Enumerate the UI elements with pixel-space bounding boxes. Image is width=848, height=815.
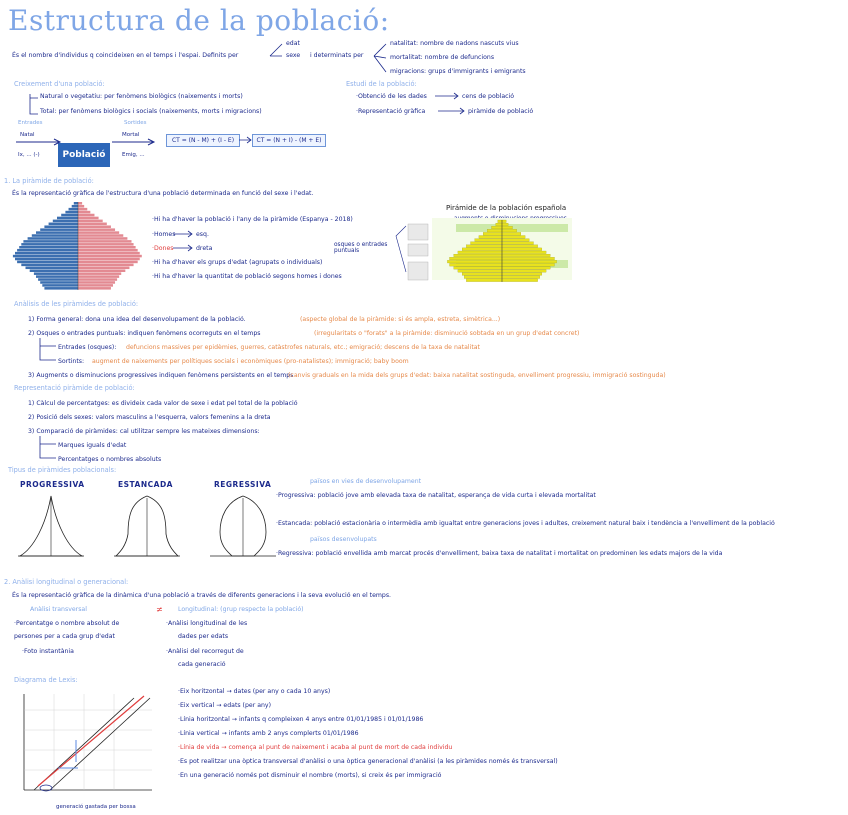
spain-female-bar: [502, 242, 534, 245]
spain-male-bar: [496, 223, 502, 226]
label-nat: Natal: [20, 132, 35, 138]
spain-male-bar: [458, 270, 502, 273]
spain-female-bar: [502, 229, 517, 232]
long-t2: ·Foto instantània: [22, 648, 74, 655]
female-bar: [78, 249, 138, 252]
creixement-heading: Creixement d'una població:: [14, 80, 105, 88]
spain-female-bar: [502, 276, 540, 279]
female-bar: [78, 264, 134, 267]
tipus-prog: ·Progressiva: població jove amb elevada taxa de natalitat, esperança de vida curta i elevada mortalitat: [276, 492, 596, 499]
spain-female-bar: [502, 251, 546, 254]
intro-item-mortalitat: mortalitat: nombre de defuncions: [390, 54, 495, 61]
piramide-bullet-4: ·Hi ha d'haver els grups d'edat (agrupats o individuals): [152, 259, 323, 266]
spain-male-bar: [492, 226, 503, 229]
intro-arrows: [0, 0, 848, 80]
spain-chart-title: Pirámide de la población española: [446, 204, 567, 212]
spain-female-bar: [502, 226, 513, 229]
female-bar: [78, 275, 119, 278]
spain-male-bar: [450, 263, 503, 266]
male-bar: [19, 246, 78, 249]
piramide-arrows: [172, 230, 202, 260]
analisi-a1: 1) Forma general: dona una idea del desenvolupament de la població.: [28, 316, 246, 323]
page-title: Estructura de la població:: [8, 4, 390, 37]
intro-text: És el nombre d'individus q coincideixen en el temps i l'espai. Definits per: [12, 52, 239, 59]
spain-female-bar: [502, 254, 550, 257]
spain-female-bar: [502, 248, 542, 251]
female-bar: [78, 217, 99, 220]
female-bar: [78, 234, 123, 237]
spain-female-bar: [502, 232, 521, 235]
male-bar: [53, 220, 78, 223]
pyramid-chart-left: [8, 198, 148, 293]
piramide-bullet-1: ·Hi ha d'haver la població i l'any de la piràmide (Espanya - 2018): [152, 216, 353, 223]
analisi-entrades-b: defuncions massives per epidèmies, guerres, catàstrofes naturals, etc.; emigració; descens de la taxa de natalitat: [126, 344, 480, 351]
male-bar: [49, 223, 78, 226]
estudi-i1a: ·Obtenció de les dades: [356, 93, 427, 100]
lexis-item-2: ·Eix vertical → edats (per any): [178, 702, 272, 709]
type-label-progressiva: PROGRESSIVA: [20, 480, 85, 489]
male-bar: [15, 258, 78, 261]
male-bar: [13, 255, 78, 258]
tipus-note1: països en vies de desenvolupament: [310, 478, 422, 485]
repr-heading: Representació piràmide de població:: [14, 384, 135, 392]
male-bar: [38, 278, 78, 281]
female-bar: [78, 228, 115, 231]
estudi-i1b: cens de població: [462, 93, 515, 100]
spain-female-bar: [502, 267, 550, 270]
spain-female-bar: [502, 263, 555, 266]
spain-male-bar: [458, 251, 502, 254]
long-l1: ·Anàlisi longitudinal de les: [166, 620, 248, 627]
female-bar: [78, 205, 84, 208]
poblacio-box: Població: [58, 143, 110, 167]
lexis-diagram: [14, 690, 154, 800]
lexis-item-1: ·Eix horitzontal → dates (per any o cada 10 anys): [178, 688, 331, 695]
female-bar: [78, 252, 140, 255]
female-bar: [78, 240, 132, 243]
female-bar: [78, 272, 121, 275]
spain-male-bar: [475, 239, 502, 242]
tipus-heading: Tipus de piràmides poblacionals:: [8, 466, 117, 474]
pyramid-type-estancada: [112, 494, 182, 564]
analisi-a1b: (aspecte global de la piràmide: si és ampla, estreta, simètrica...): [300, 316, 501, 323]
intro-edat: edat: [286, 40, 300, 47]
piramide-heading: 1. La piràmide de població:: [4, 177, 94, 185]
repr-bracket: [36, 434, 66, 464]
spain-pyramid-chart: [396, 214, 576, 298]
pyramid-type-progressiva: [16, 494, 86, 564]
spain-female-bar: [502, 279, 538, 282]
female-bar: [78, 208, 87, 211]
female-bar: [78, 281, 115, 284]
tipus-est: ·Estancada: població estacionària o intermèdia amb igualtat entre generacions joves i adultes, creixement natural baix i tendència a l'envelliment de la població: [276, 520, 775, 527]
spain-male-bar: [462, 248, 502, 251]
analisi-a3b: (canvis graduals en la mida dels grups d'edat: baixa natalitat sostinguda, envelliment progressiu, immigració sostinguda): [288, 372, 666, 379]
female-bar: [78, 261, 138, 264]
male-bar: [28, 237, 78, 240]
male-bar: [40, 281, 78, 284]
female-bar: [78, 214, 94, 217]
spain-male-bar: [454, 254, 502, 257]
male-bar: [74, 202, 78, 205]
female-bar: [78, 220, 103, 223]
estudi-arrows: [434, 92, 474, 122]
spain-male-bar: [483, 232, 502, 235]
long-l2: ·Anàlisi del recorregut de: [166, 648, 244, 655]
long-transv: Anàlisi transversal: [30, 606, 87, 613]
repr-r1: 1) Càlcul de percentatges: es divideix cada valor de sexe i edat pel total de la població: [28, 400, 298, 407]
intro-sexe: sexe: [286, 52, 301, 59]
analisi-sortints-b: augment de naixements per polítiques socials i econòmiques (pro-natalistes); immigració; baby boom: [92, 358, 409, 365]
formula-arrow: [238, 135, 258, 145]
piramide-def: És la representació gràfica de l'estructura d'una població determinada en funció del sexe i l'edat.: [12, 190, 314, 197]
lexis-item-6: ·Es pot realitzar una òptica transversal d'anàlisi o una òptica generacional d'anàlisi (a les piràmides només és transversal): [178, 758, 558, 765]
spain-female-bar: [502, 270, 546, 273]
analisi-a2: 2) Osques o entrades puntuals: indiquen fenòmens ocorreguts en el temps: [28, 330, 261, 337]
pyramid-type-regressiva: [208, 494, 278, 564]
spain-male-bar: [471, 242, 503, 245]
female-bar: [78, 243, 134, 246]
piramide-esq: esq.: [196, 231, 209, 238]
spain-female-bar: [502, 239, 529, 242]
female-bar: [78, 278, 117, 281]
poblacio-arrows: [14, 138, 174, 178]
male-bar: [72, 205, 78, 208]
male-bar: [34, 272, 78, 275]
creixement-bracket: [22, 92, 82, 132]
male-bar: [21, 243, 78, 246]
analisi-a3: 3) Augments o disminucions progressives indiquen fenòmens persistents en el temps: [28, 372, 294, 379]
long-l2b: cada generació: [178, 661, 226, 668]
intro-determinats: i determinats per: [310, 52, 364, 59]
tipus-note2: països desenvolupats: [310, 536, 377, 543]
female-bar: [78, 211, 90, 214]
spain-female-bar: [502, 245, 538, 248]
label-ix: Ix, ... (-): [18, 152, 40, 158]
long-l1b: dades per edats: [178, 633, 229, 640]
intro-item-natalitat: natalitat: nombre de nadons nascuts vius: [390, 40, 519, 47]
spain-male-bar: [450, 257, 503, 260]
estudi-i2b: piràmide de població: [468, 108, 534, 115]
spain-male-bar: [487, 229, 502, 232]
piramide-dreta: dreta: [196, 245, 213, 252]
spain-female-bar: [502, 260, 557, 263]
female-bar: [78, 225, 111, 228]
spain-male-bar: [447, 260, 502, 263]
spain-male-bar: [479, 236, 502, 239]
male-bar: [36, 275, 78, 278]
analisi-a2b: (irregularitats o "forats" a la piràmide: disminució sobtada en un grup d'edat concret): [314, 330, 580, 337]
spain-female-bar: [502, 257, 555, 260]
male-bar: [65, 211, 78, 214]
analisi-sortints: Sortints:: [58, 358, 85, 365]
repr-r2: 2) Posició dels sexes: valors masculins a l'esquerra, valors femenins a la dreta: [28, 414, 271, 421]
female-bar: [78, 231, 119, 234]
formula-ct2: CT = (N + I) - (M + E): [252, 134, 326, 147]
intro-item-migracions: migracions: grups d'immigrants i emigrants: [390, 68, 526, 75]
male-bar: [57, 217, 78, 220]
female-bar: [78, 202, 82, 205]
male-bar: [69, 208, 78, 211]
male-bar: [32, 234, 78, 237]
label-sortides: Sortides: [124, 120, 147, 126]
lexis-heading: Diagrama de Lexis:: [14, 676, 78, 684]
estudi-heading: Estudi de la població:: [346, 80, 417, 88]
female-bar: [78, 269, 125, 272]
lexis-item-5: ·Línia de vida → comença al punt de naixement i acaba al punt de mort de cada individu: [178, 744, 453, 751]
piramide-bullet-2: ·Homes: [152, 231, 176, 238]
spain-male-bar: [466, 279, 502, 282]
spain-male-bar: [464, 276, 502, 279]
spain-male-bar: [466, 245, 502, 248]
long-longit: Longitudinal: (grup respecte la població): [178, 606, 304, 613]
male-bar: [61, 214, 78, 217]
creixement-natural: Natural o vegetatiu: per fenòmens biològics (naixements i morts): [40, 93, 243, 100]
spain-male-bar: [454, 267, 502, 270]
spain-female-bar: [502, 236, 525, 239]
female-bar: [78, 237, 127, 240]
female-bar: [78, 258, 140, 261]
long-def: És la representació gràfica de la dinàmica d'una població a través de diferents generacions i la seva evolució en el temps.: [12, 592, 392, 599]
estudi-i2a: ·Representació gràfica: [356, 108, 426, 115]
male-bar: [44, 287, 78, 290]
lexis-item-3: ·Línia horitzontal → infants q compleixen 4 anys entre 01/01/1985 i 01/01/1986: [178, 716, 424, 723]
male-bar: [17, 249, 78, 252]
female-bar: [78, 287, 111, 290]
male-bar: [42, 284, 78, 287]
formula-ct1: CT = (N - M) + (I - E): [166, 134, 240, 147]
long-t1: ·Percentatge o nombre absolut de: [14, 620, 120, 627]
spain-female-bar: [502, 223, 508, 226]
type-label-estancada: ESTANCADA: [118, 480, 173, 489]
female-bar: [78, 284, 113, 287]
male-bar: [26, 267, 79, 270]
lexis-item-4: ·Línia vertical → infants amb 2 anys complerts 01/01/1986: [178, 730, 359, 737]
long-t1b: persones per a cada grup d'edat: [14, 633, 115, 640]
label-emig: Emig, ...: [122, 152, 145, 158]
lexis-item-7: ·En una generació només pot disminuir el nombre (morts), si creix és per immigració: [178, 772, 442, 779]
female-bar: [78, 223, 107, 226]
female-bar: [78, 255, 142, 258]
long-neq: ≠: [156, 605, 163, 614]
repr-r3: 3) Comparació de piràmides: cal utilitzar sempre les mateixes dimensions:: [28, 428, 260, 435]
spain-female-bar: [502, 273, 542, 276]
piramide-osques: osques o entrades puntuals: [334, 242, 388, 254]
female-bar: [78, 267, 129, 270]
creixement-total: Total: per fenòmens biològics i socials (naixements, morts i migracions): [40, 108, 262, 115]
male-bar: [23, 240, 78, 243]
analisi-heading: Anàlisis de les piràmides de població:: [14, 300, 139, 308]
repr-r3b: Percentatges o nombres absoluts: [58, 456, 162, 463]
lexis-gen: generació gastada per bossa: [56, 804, 136, 810]
label-entrades: Entrades: [18, 120, 43, 126]
male-bar: [15, 252, 78, 255]
spain-male-bar: [498, 220, 502, 223]
female-bar: [78, 246, 136, 249]
male-bar: [40, 228, 78, 231]
type-label-regressiva: REGRESSIVA: [214, 480, 272, 489]
male-bar: [44, 225, 78, 228]
analisi-bracket: [36, 336, 66, 366]
label-mortal: Mortal: [122, 132, 140, 138]
spain-male-bar: [462, 273, 502, 276]
analisi-entrades: Entrades (osques):: [58, 344, 117, 351]
repr-r3a: Marques iguals d'edat: [58, 442, 127, 449]
male-bar: [36, 231, 78, 234]
spain-female-bar: [502, 220, 506, 223]
male-bar: [21, 264, 78, 267]
male-bar: [17, 261, 78, 264]
male-bar: [30, 269, 78, 272]
piramide-bullet-3: ·Dones: [152, 245, 174, 252]
tipus-reg: ·Regressiva: població envellida amb marcat procés d'envelliment, baixa taxa de natalitat i mortalitat on predominen les edats majors de la vida: [276, 550, 723, 557]
piramide-bullet-5: ·Hi ha d'haver la quantitat de població segons homes i dones: [152, 273, 342, 280]
long-heading: 2. Anàlisi longitudinal o generacional:: [4, 578, 129, 586]
